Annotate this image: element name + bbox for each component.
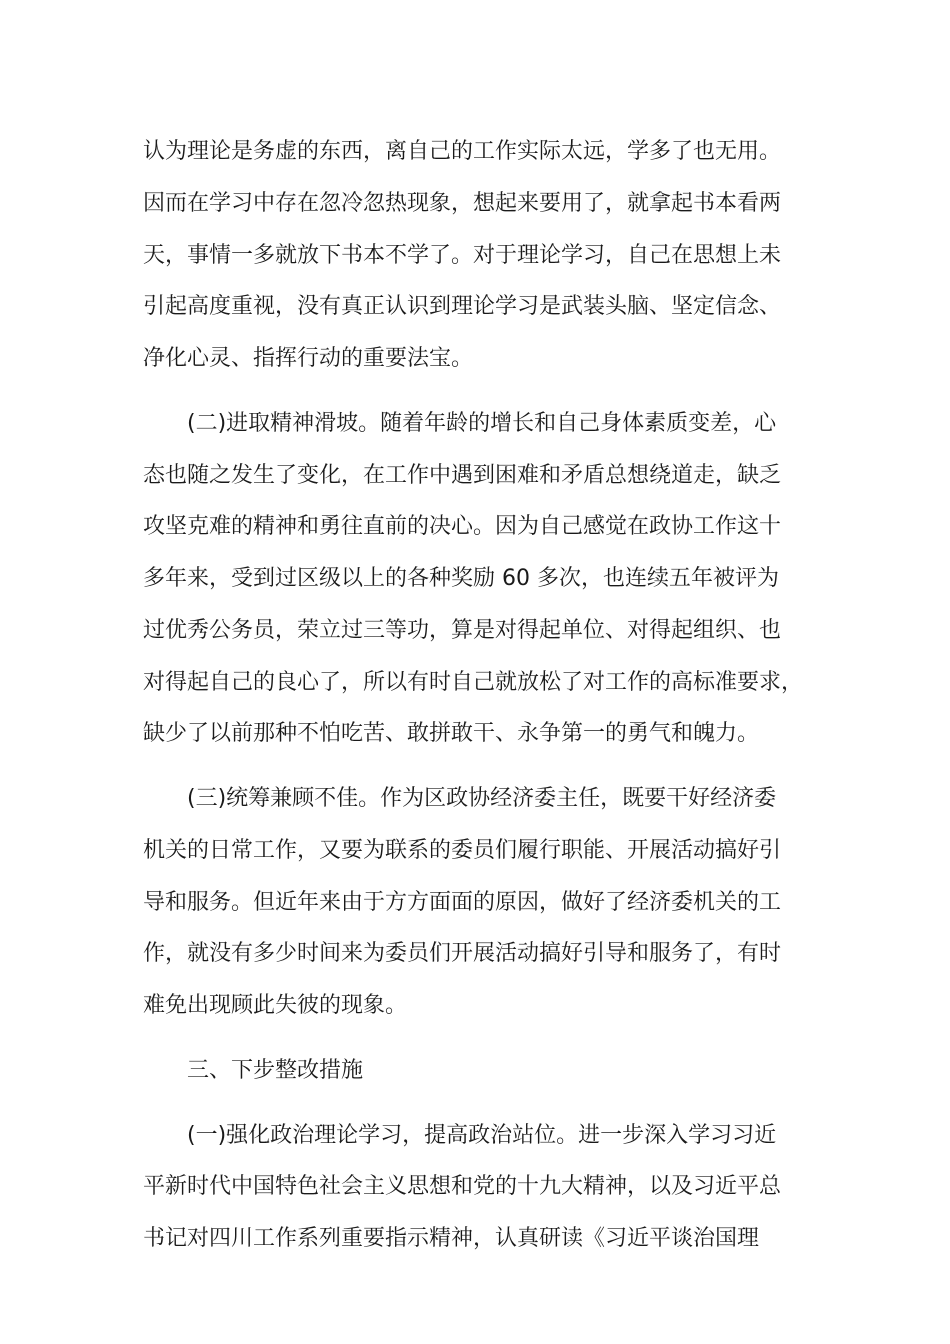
text-line: 因而在学习中存在忽冷忽热现象，想起来要用了，就拿起书本看两 xyxy=(143,190,782,216)
section-heading-rectification xyxy=(143,1045,808,1097)
paragraph-gap xyxy=(143,760,808,773)
paragraph-gap xyxy=(143,1097,808,1110)
text-line: 多年来，受到过区级以上的各种奖励 60 多次，也连续五年被评为 xyxy=(143,566,779,591)
paragraph-enterprising-spirit xyxy=(143,398,808,760)
text-line: (一)强化政治理论学习，提高政治站位。进一步深入学习习近 xyxy=(187,1122,777,1148)
text-line: 净化心灵、指挥行动的重要法宝。 xyxy=(143,346,474,371)
text-line: 天，事情一多就放下书本不学了。对于理论学习，自己在思想上未 xyxy=(143,242,782,268)
text-line: 导和服务。但近年来由于方方面面的原因，做好了经济委机关的工 xyxy=(143,889,782,915)
text-line: 攻坚克难的精神和勇往直前的决心。因为自己感觉在政协工作这十 xyxy=(143,514,782,540)
paragraph-gap xyxy=(143,385,808,398)
text-line: 难免出现顾此失彼的现象。 xyxy=(143,993,408,1018)
text-line: (二)进取精神滑坡。随着年龄的增长和自己身体素质变差，心 xyxy=(187,410,777,436)
text-line: 机关的日常工作，又要为联系的委员们履行职能、开展活动搞好引 xyxy=(143,837,782,863)
paragraph-overall-planning xyxy=(143,773,808,1032)
text-line: 认为理论是务虚的东西，离自己的工作实际太远，学多了也无用。 xyxy=(143,139,782,164)
text-line: 过优秀公务员，荣立过三等功，算是对得起单位、对得起组织、也 xyxy=(143,617,782,643)
document-body xyxy=(143,126,808,1265)
paragraph-gap xyxy=(143,1032,808,1045)
text-line: 作，就没有多少时间来为委员们开展活动搞好引导和服务了，有时 xyxy=(143,941,782,967)
text-line: 平新时代中国特色社会主义思想和党的十九大精神，以及习近平总 xyxy=(143,1174,782,1200)
paragraph-political-study xyxy=(143,1110,808,1265)
section-heading: 三、下步整改措施 xyxy=(187,1057,364,1083)
text-line: 缺少了以前那种不怕吃苦、敢拼敢干、永争第一的勇气和魄力。 xyxy=(143,721,760,747)
text-line: 引起高度重视，没有真正认识到理论学习是武装头脑、坚定信念、 xyxy=(143,294,782,320)
text-line: (三)统筹兼顾不佳。作为区政协经济委主任，既要干好经济委 xyxy=(187,786,777,811)
text-line: 对得起自己的良心了，所以有时自己就放松了对工作的高标准要求， xyxy=(143,669,804,695)
text-line: 书记对四川工作系列重要指示精神，认真研读《习近平谈治国理 xyxy=(143,1226,760,1251)
paragraph-theory-study xyxy=(143,126,808,385)
text-line: 态也随之发生了变化，在工作中遇到困难和矛盾总想绕道走，缺乏 xyxy=(143,462,782,488)
